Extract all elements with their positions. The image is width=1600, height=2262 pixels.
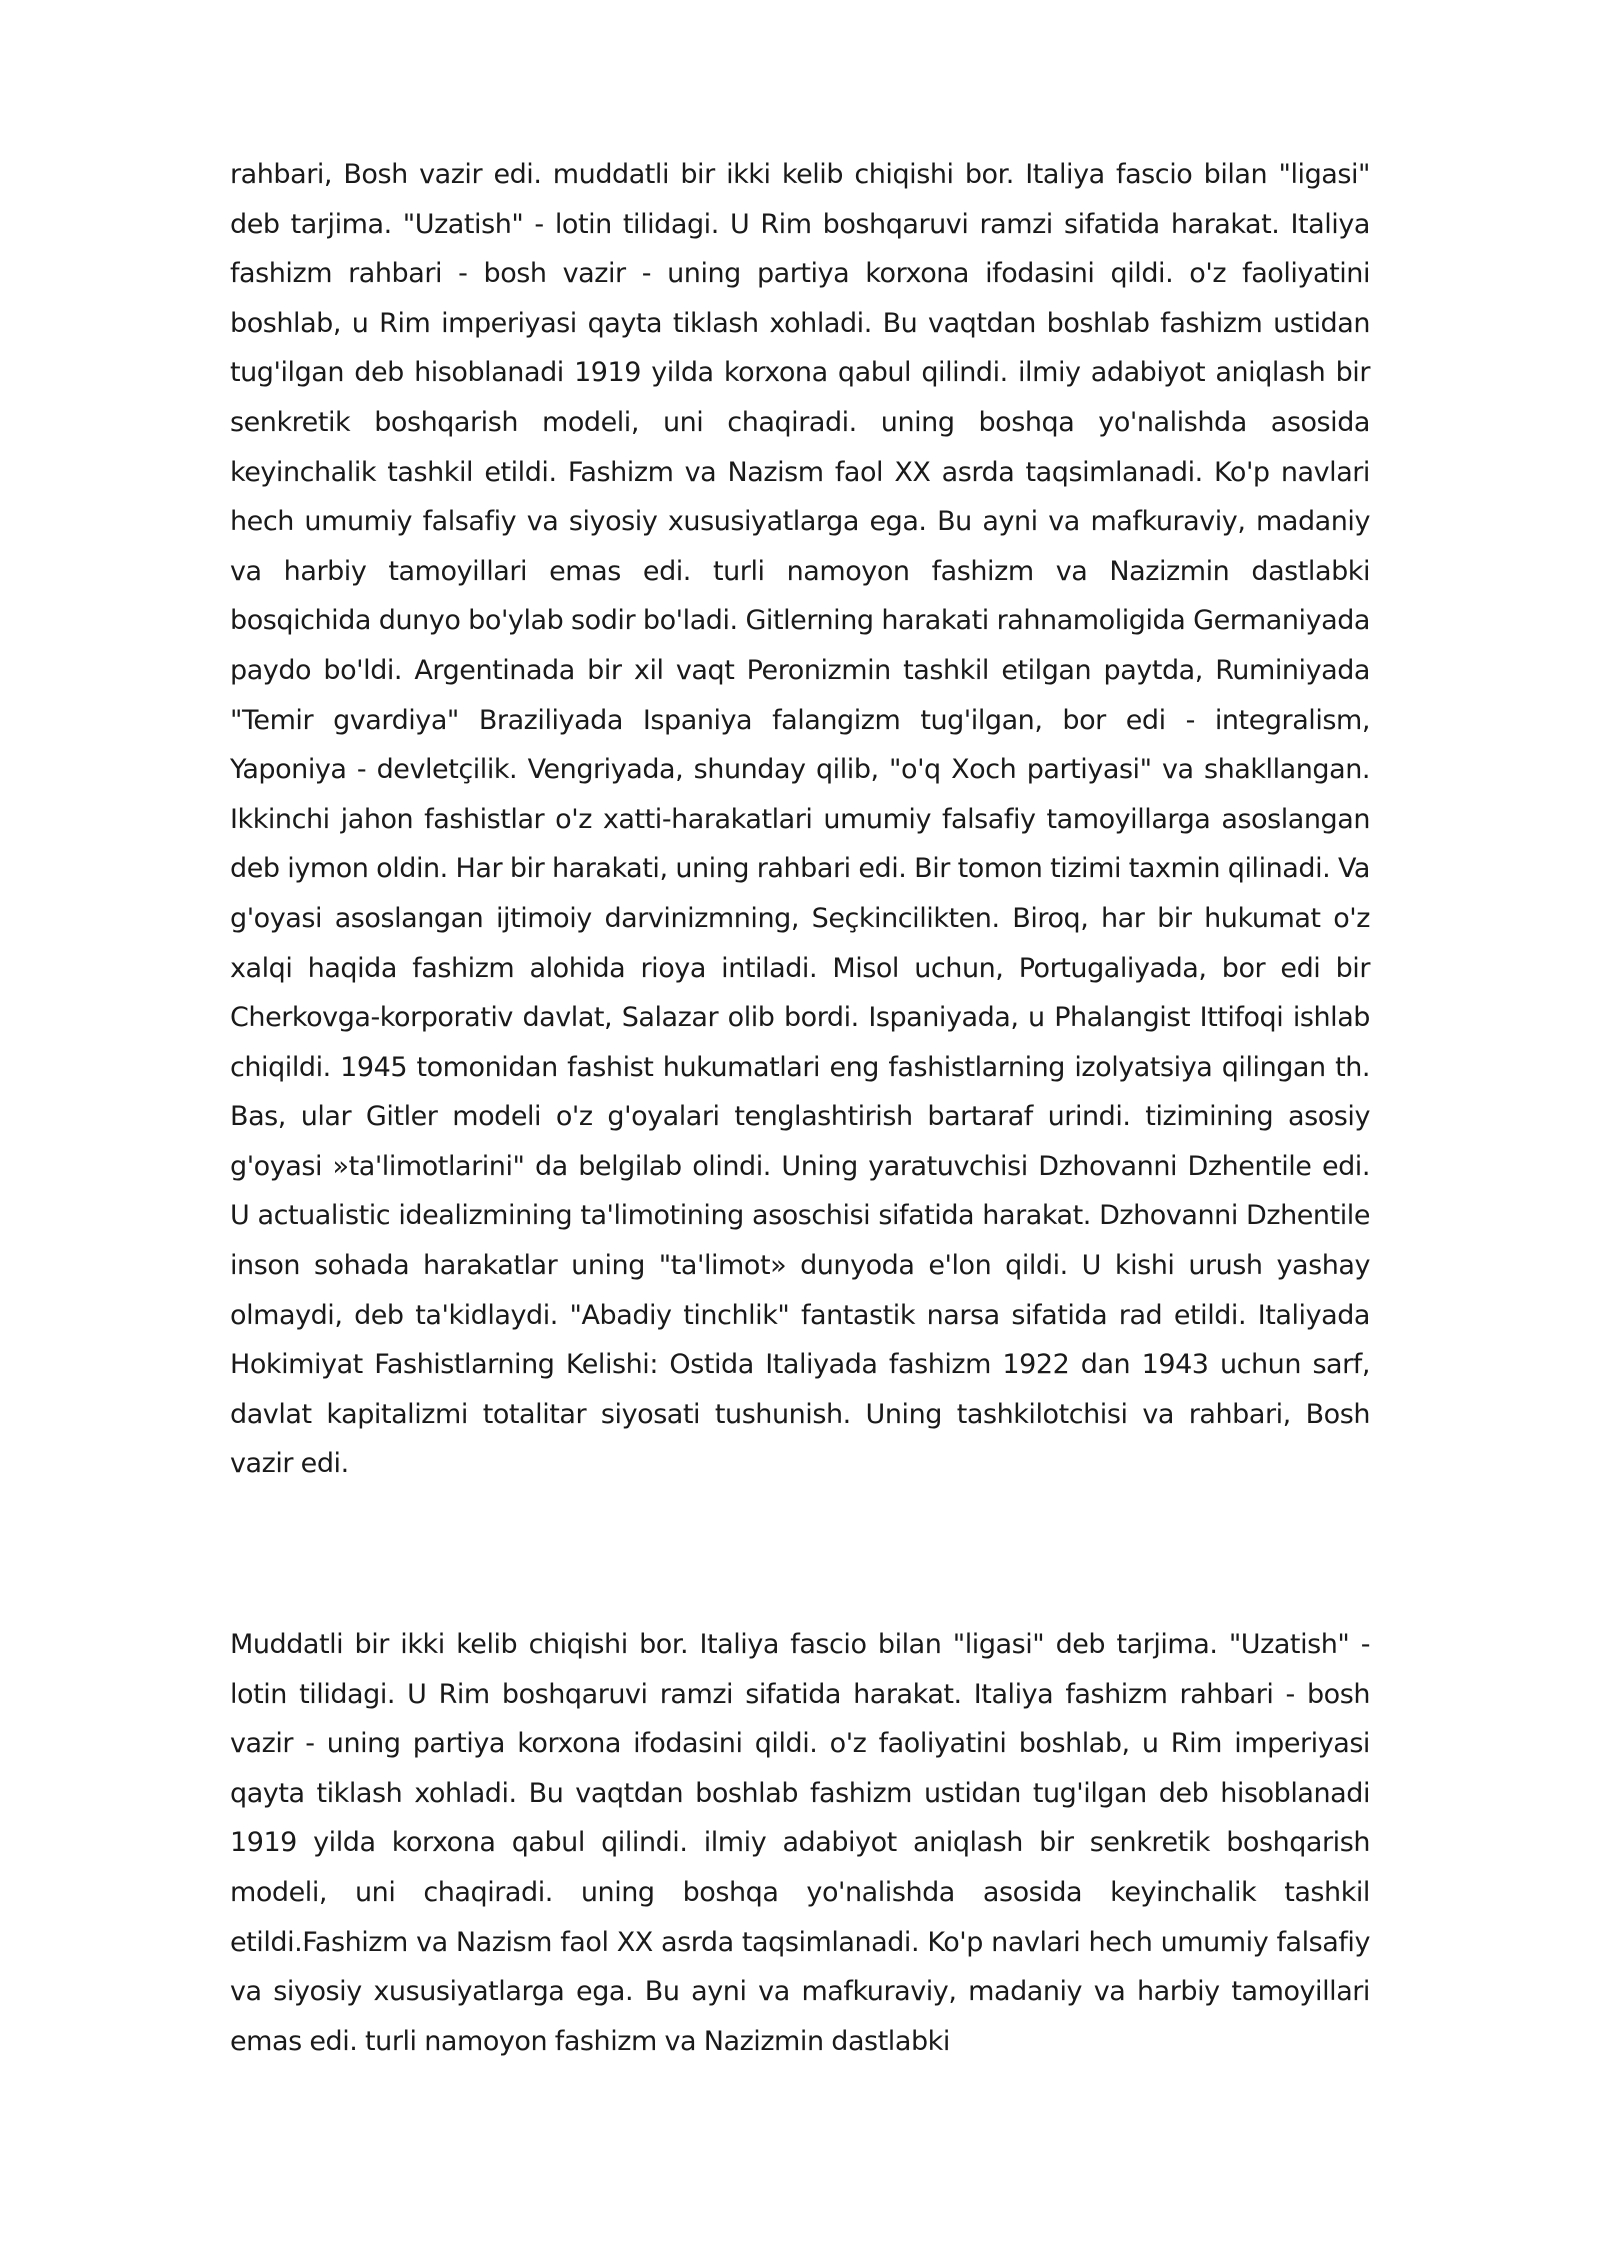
body-paragraph-2: Muddatli bir ikki kelib chiqishi bor. Italiya fascio bilan "ligasi" deb tarjima. "Uzatish" - lotin tilidagi. U Rim boshqaruvi ramzi sifatida harakat. Italiya fashizm rahbari - bosh vazir - uning partiya korxona ifodasini qildi. o'z faoliyatini boshlab, u Rim imperiyasi qayta tiklash xohladi. Bu vaqtdan boshlab fashizm ustidan tug'ilgan deb hisoblanadi 1919 yilda korxona qabul qilindi. ilmiy adabiyot aniqlash bir senkretik boshqarish modeli, uni chaqiradi. uning boshqa yo'nalishda asosida keyinchalik tashkil etildi.Fashizm va Nazism faol XX asrda taqsimlanadi. Ko'p navlari hech umumiy falsafiy va siyosiy xususiyatlarga ega. Bu ayni va mafkuraviy, madaniy va harbiy tamoyillari emas edi. turli namoyon fashizm va Nazizmin dastlabki [230, 1629, 1370, 2057]
body-paragraph-1: rahbari, Bosh vazir edi. muddatli bir ikki kelib chiqishi bor. Italiya fascio bilan "ligasi" deb tarjima. "Uzatish" - lotin tilidagi. U Rim boshqaruvi ramzi sifatida harakat. Italiya fashizm rahbari - bosh vazir - uning partiya korxona ifodasini qildi. o'z faoliyatini boshlab, u Rim imperiyasi qayta tiklash xohladi. Bu vaqtdan boshlab fashizm ustidan tug'ilgan deb hisoblanadi 1919 yilda korxona qabul qilindi. ilmiy adabiyot aniqlash bir senkretik boshqarish modeli, uni chaqiradi. uning boshqa yo'nalishda asosida keyinchalik tashkil etildi. Fashizm va Nazism faol XX asrda taqsimlanadi. Ko'p navlari hech umumiy falsafiy va siyosiy xususiyatlarga ega. Bu ayni va mafkuraviy, madaniy va harbiy tamoyillari emas edi. turli namoyon fashizm va Nazizmin dastlabki bosqichida dunyo bo'ylab sodir bo'ladi. Gitlerning harakati rahnamoligida Germaniyada paydo bo'ldi. Argentinada bir xil vaqt Peronizmin tashkil etilgan paytda, Ruminiyada "Temir gvardiya" Braziliyada Ispaniya falangizm tug'ilgan, bor edi - integralism, Yaponiya - devletçilik. Vengriyada, shunday qilib, "o'q Xoch partiyasi" va shakllangan. Ikkinchi jahon fashistlar o'z xatti-harakatlari umumiy falsafiy tamoyillarga asoslangan deb iymon oldin. Har bir harakati, uning rahbari edi. Bir tomon tizimi taxmin qilinadi. Va g'oyasi asoslangan ijtimoiy darvinizmning, Seçkincilikten. Biroq, har bir hukumat o'z xalqi haqida fashizm alohida rioya intiladi. Misol uchun, Portugaliyada, bor edi bir Cherkovga-korporativ davlat, Salazar olib bordi. Ispaniyada, u Phalangist Ittifoqi ishlab chiqildi. 1945 tomonidan fashist hukumatlari eng fashistlarning izolyatsiya qilingan th. Bas, ular Gitler modeli o'z g'oyalari tenglashtirish bartaraf urindi. tizimining asosiy g'oyasi »ta'limotlarini" da belgilab olindi. Uning yaratuvchisi Dzhovanni Dzhentile edi. U actualistic idealizmining ta'limotining asoschisi sifatida harakat. Dzhovanni Dzhentile inson sohada harakatlar uning "ta'limot» dunyoda e'lon qildi. U kishi urush yashay olmaydi, deb ta'kidlaydi. "Abadiy tinchlik" fantastik narsa sifatida rad etildi. Italiyada Hokimiyat Fashistlarning Kelishi: Ostida Italiyada fashizm 1922 dan 1943 uchun sarf, davlat kapitalizmi totalitar siyosati tushunish. Uning tashkilotchisi va rahbari, Bosh vazir edi. [230, 159, 1370, 1480]
